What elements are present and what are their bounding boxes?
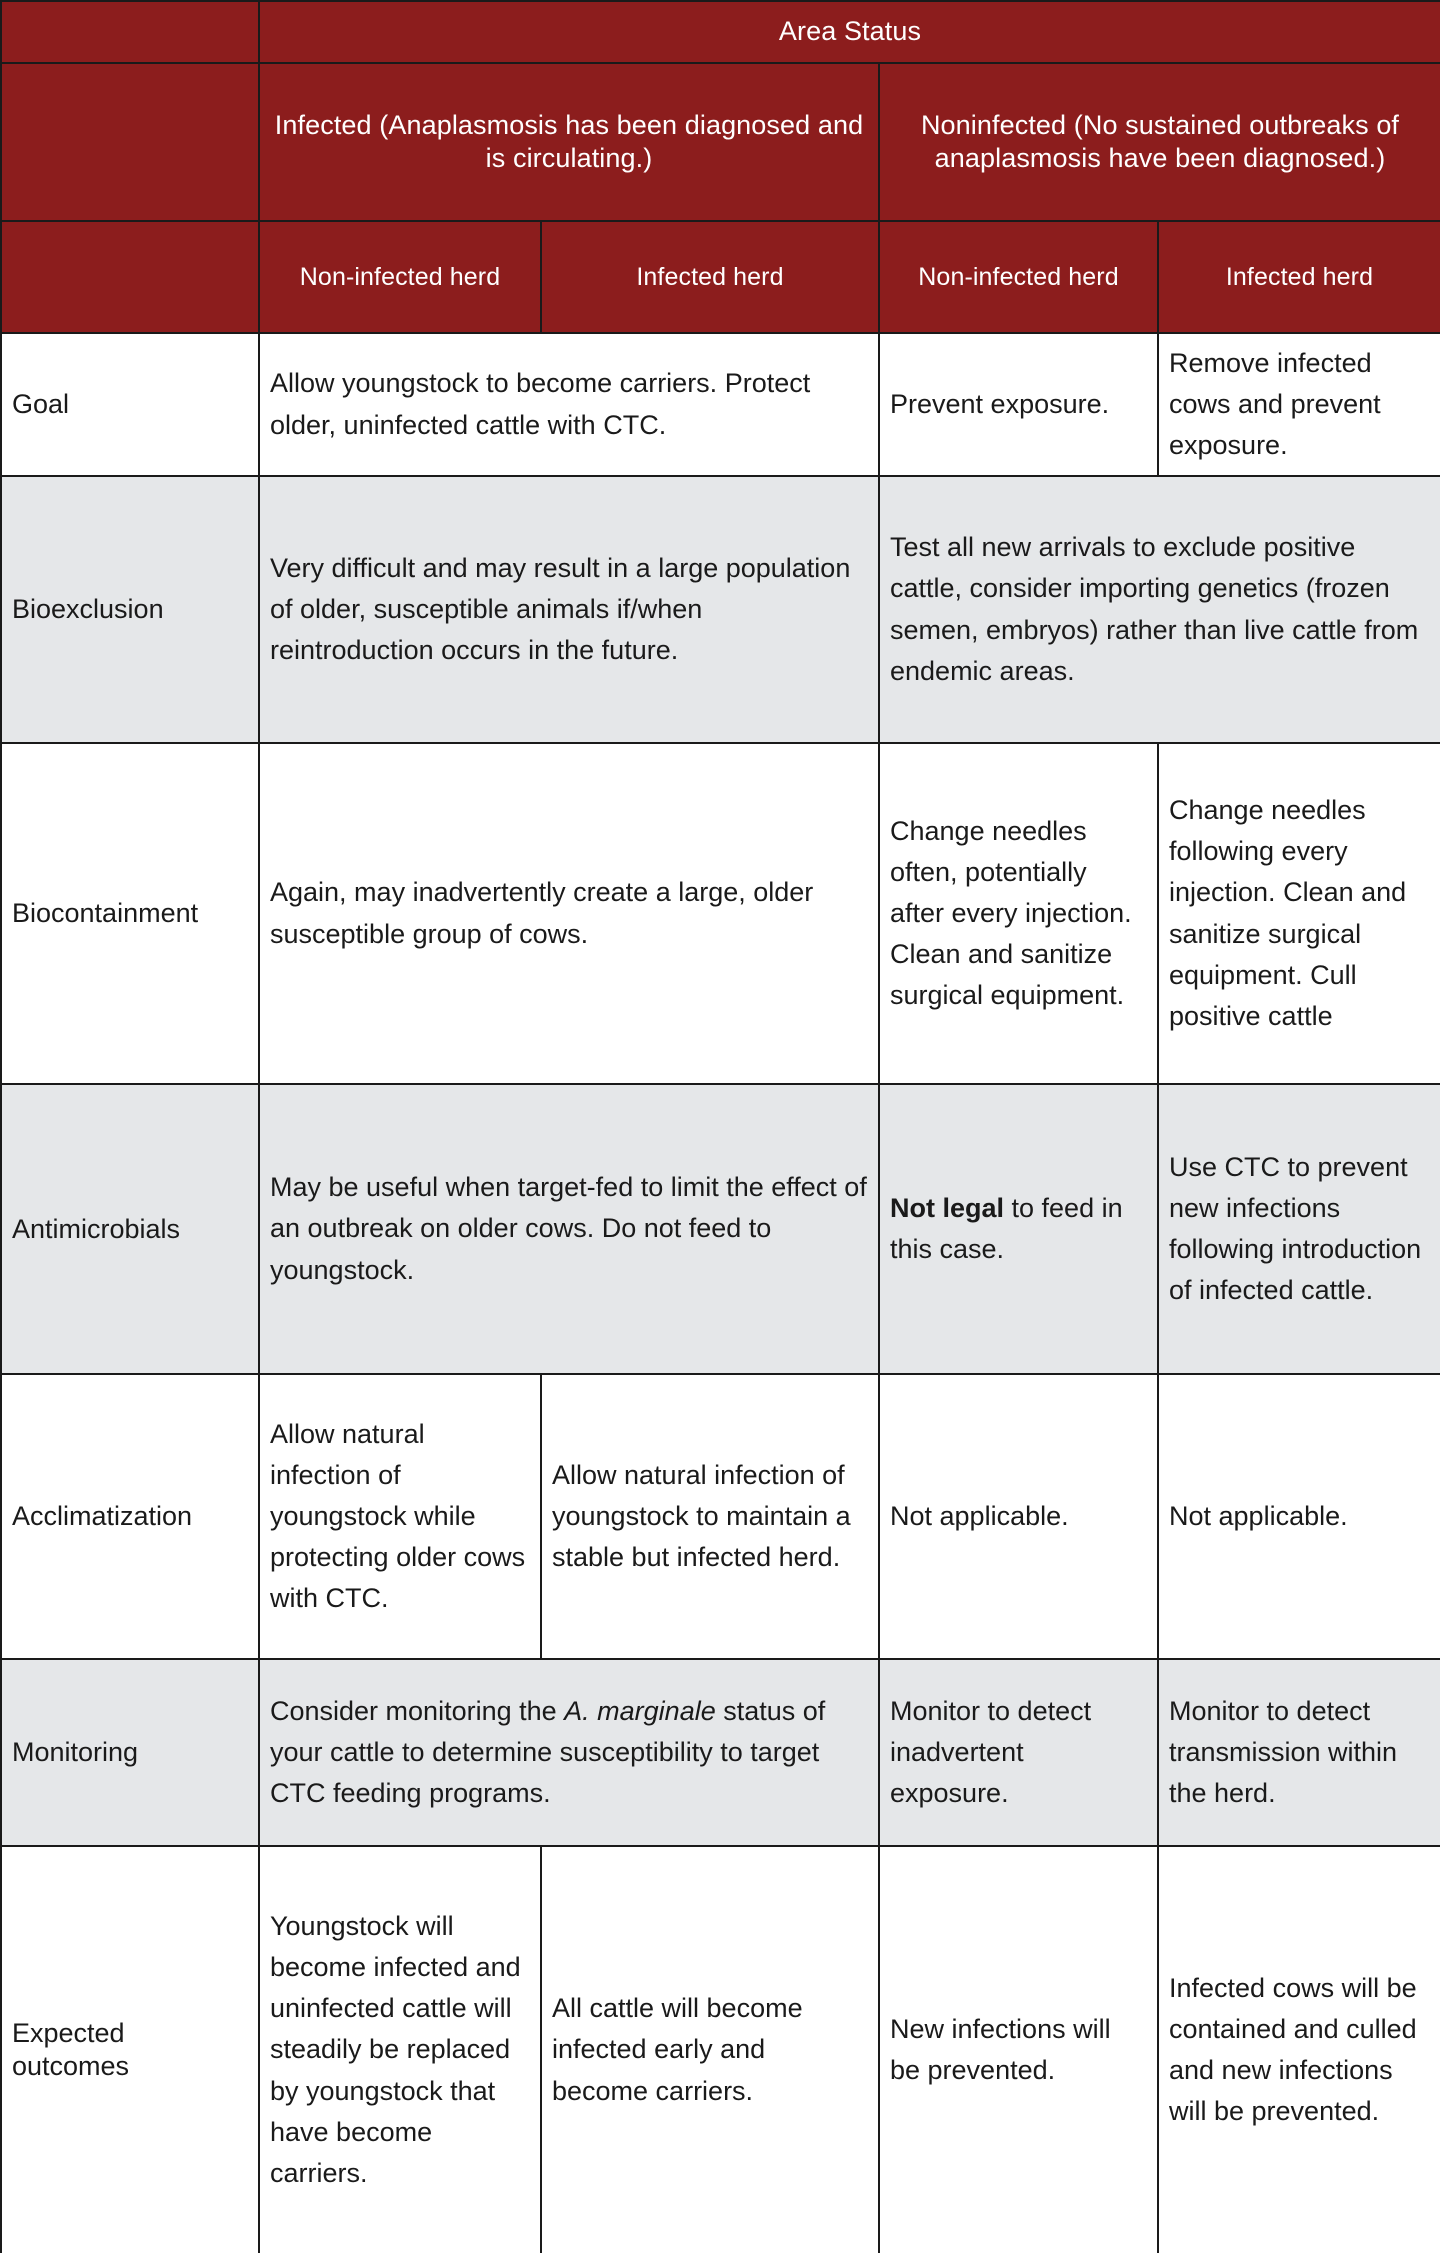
row-label-bioexclusion: Bioexclusion (1, 476, 259, 743)
header-corner-cell-3 (1, 221, 259, 333)
cell-expected-outcomes-noninfected-infected-herd: Infected cows will be contained and culled and new infections will be prevented. (1158, 1846, 1440, 2253)
cell-monitoring-infected-area (259, 1659, 879, 1846)
table-row-bioexclusion (1, 476, 1440, 743)
table-row-acclimatization (1, 1374, 1440, 1659)
cell-antimicrobials-noninfected-noninfected-herd (879, 1084, 1158, 1374)
table-row-monitoring (1, 1659, 1440, 1846)
cell-antimicrobials-infected-area: May be useful when target-fed to limit the effect of an outbreak on older cows. Do not feed to youngstock. (259, 1084, 879, 1374)
header-corner-cell (1, 1, 259, 63)
row-label-expected-outcomes: Expected outcomes (1, 1846, 259, 2253)
header-group-noninfected: Noninfected (No sustained outbreaks of anaplasmosis have been diagnosed.) (879, 63, 1440, 221)
cell-expected-outcomes-infected-infected-herd: All cattle will become infected early and become carriers. (541, 1846, 879, 2253)
monitoring-text-suffix: status of your cattle to determine susceptibility to target CTC feeding programs. (270, 1695, 826, 1809)
cell-biocontainment-noninfected-noninfected-herd: Change needles often, potentially after every injection. Clean and sanitize surgical equipment. (879, 743, 1158, 1084)
cell-acclimatization-noninfected-noninfected-herd: Not applicable. (879, 1374, 1158, 1659)
header-subcolumn-infected-infected-herd: Infected herd (541, 221, 879, 333)
table-body (1, 333, 1440, 2253)
row-label-biocontainment: Biocontainment (1, 743, 259, 1084)
antimicrobials-not-legal-emphasis: Not legal (890, 1192, 1005, 1223)
cell-acclimatization-infected-noninfected-herd: Allow natural infection of youngstock while protecting older cows with CTC. (259, 1374, 541, 1659)
header-group-infected: Infected (Anaplasmosis has been diagnosed and is circulating.) (259, 63, 879, 221)
row-label-antimicrobials: Antimicrobials (1, 1084, 259, 1374)
header-subcolumn-infected-noninfected-herd: Non-infected herd (259, 221, 541, 333)
cell-acclimatization-infected-infected-herd: Allow natural infection of youngstock to maintain a stable but infected herd. (541, 1374, 879, 1659)
header-corner-cell-2 (1, 63, 259, 221)
header-subcolumn-noninfected-infected-herd: Infected herd (1158, 221, 1440, 333)
table-row-expected-outcomes (1, 1846, 1440, 2253)
header-row-area-status (1, 1, 1440, 63)
row-label-goal: Goal (1, 333, 259, 476)
cell-goal-infected-area: Allow youngstock to become carriers. Protect older, uninfected cattle with CTC. (259, 333, 879, 476)
monitoring-species-name: A. marginale (564, 1695, 716, 1726)
header-row-subcolumns (1, 221, 1440, 333)
cell-goal-noninfected-noninfected-herd: Prevent exposure. (879, 333, 1158, 476)
cell-monitoring-noninfected-noninfected-herd: Monitor to detect inadvertent exposure. (879, 1659, 1158, 1846)
cell-monitoring-noninfected-infected-herd: Monitor to detect transmission within the herd. (1158, 1659, 1440, 1846)
cell-bioexclusion-infected-area: Very difficult and may result in a large population of older, susceptible animals if/when reintroduction occurs in the future. (259, 476, 879, 743)
table-row-goal (1, 333, 1440, 476)
table-header (1, 1, 1440, 333)
header-area-status: Area Status (259, 1, 1440, 63)
antimicrobials-not-legal-remainder: to feed in this case. (890, 1192, 1123, 1264)
table-row-antimicrobials (1, 1084, 1440, 1374)
cell-bioexclusion-noninfected-area: Test all new arrivals to exclude positive cattle, consider importing genetics (frozen semen, embryos) rather than live cattle from endemic areas. (879, 476, 1440, 743)
cell-acclimatization-noninfected-infected-herd: Not applicable. (1158, 1374, 1440, 1659)
cell-biocontainment-noninfected-infected-herd: Change needles following every injection. Clean and sanitize surgical equipment. Cull positive cattle (1158, 743, 1440, 1084)
cell-expected-outcomes-noninfected-noninfected-herd: New infections will be prevented. (879, 1846, 1158, 2253)
cell-antimicrobials-noninfected-infected-herd: Use CTC to prevent new infections following introduction of infected cattle. (1158, 1084, 1440, 1374)
cell-expected-outcomes-infected-noninfected-herd: Youngstock will become infected and uninfected cattle will steadily be replaced by youngstock that have become carriers. (259, 1846, 541, 2253)
row-label-acclimatization: Acclimatization (1, 1374, 259, 1659)
cell-biocontainment-infected-area: Again, may inadvertently create a large, older susceptible group of cows. (259, 743, 879, 1084)
header-subcolumn-noninfected-noninfected-herd: Non-infected herd (879, 221, 1158, 333)
row-label-monitoring: Monitoring (1, 1659, 259, 1846)
table-row-biocontainment (1, 743, 1440, 1084)
header-row-groups (1, 63, 1440, 221)
monitoring-text-prefix: Consider monitoring the (270, 1695, 565, 1726)
cell-goal-noninfected-infected-herd: Remove infected cows and prevent exposure. (1158, 333, 1440, 476)
